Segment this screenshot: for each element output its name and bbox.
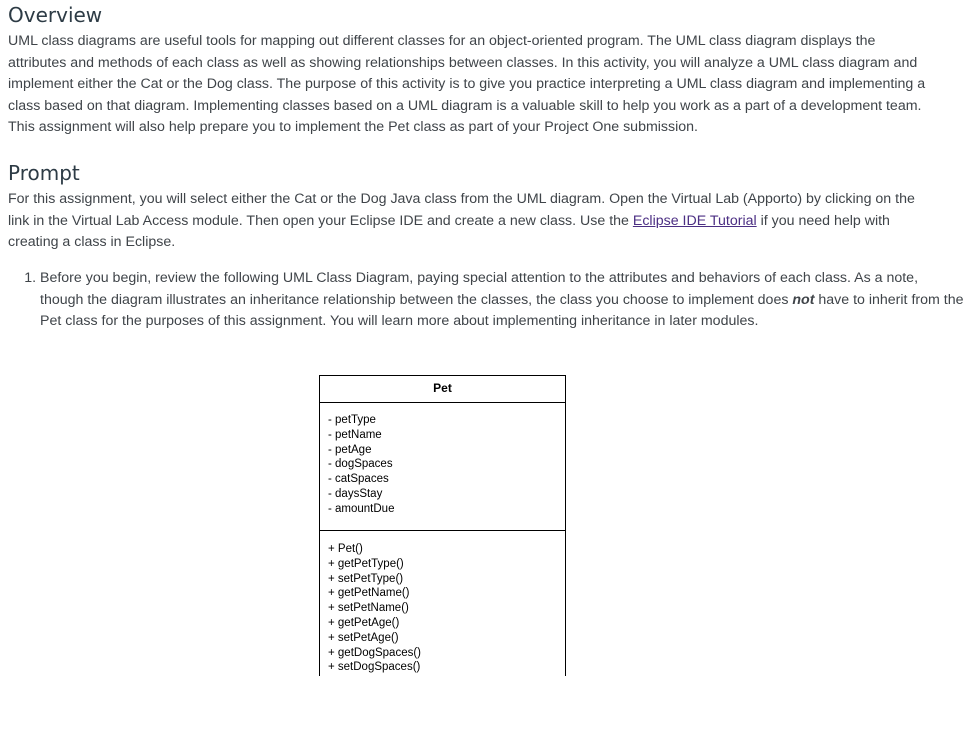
uml-attribute: - daysStay: [328, 487, 383, 500]
uml-method: + getPetName(): [328, 587, 410, 600]
step-emphasis: not: [792, 291, 815, 308]
uml-attribute: - amountDue: [328, 502, 395, 515]
steps-list: [8, 268, 965, 333]
uml-method: + setPetType(): [328, 572, 404, 585]
uml-methods: [320, 531, 565, 675]
uml-attribute: - dogSpaces: [328, 458, 393, 471]
prompt-heading: Prompt: [8, 161, 80, 185]
uml-method: + setPetAge(): [328, 631, 399, 644]
eclipse-tutorial-link[interactable]: Eclipse IDE Tutorial: [632, 212, 757, 229]
uml-method: + setDogSpaces(): [328, 661, 421, 674]
uml-class-name: Pet: [320, 376, 565, 403]
uml-method: + Pet(): [328, 543, 363, 555]
overview-paragraph: UML class diagrams are useful tools for mapping out different classes for an object-oriented program. The UML class diagram displays the attributes and methods of each class as well as showing relationships between classes. In this activity, you will analyze a UML class diagram and implement either the Cat or the Dog class. The purpose of this activity is to give you practice interpreting a UML class diagram and implementing a class based on that diagram. Implementing classes based on a UML diagram is a valuable skill to help you work as a part of a development team. This assignment will also help prepare you to implement the Pet class as part of your Project One submission.: [8, 33, 926, 135]
uml-attribute: - catSpaces: [328, 473, 389, 486]
prompt-text-after-link: if you need help with creating a class in Eclipse.: [8, 212, 890, 250]
prompt-paragraph: [8, 189, 933, 254]
uml-method: + getPetType(): [328, 557, 404, 570]
step-text-after: have to inherit from the Pet class for the purposes of this assignment. You will learn more about implementing inheritance in later modules.: [40, 291, 964, 329]
uml-method: + getPetAge(): [328, 616, 400, 629]
uml-method: + setPetName(): [328, 602, 409, 615]
uml-attribute: - petType: [328, 414, 376, 426]
uml-attribute: - petName: [328, 428, 382, 441]
overview-heading: Overview: [8, 3, 103, 27]
uml-method: + getDogSpaces(): [328, 646, 422, 659]
uml-class-diagram: [319, 375, 566, 676]
step-text-before: Before you begin, review the following UML Class Diagram, paying special attention to the attributes and behaviors of each class. As a note, though the diagram illustrates an inheritance relationship between the classes, the class you choose to implement does: [40, 270, 919, 308]
prompt-text-before-link: For this assignment, you will select either the Cat or the Dog Java class from the UML diagram. Open the Virtual Lab (Apporto) by clicking on the link in the Virtual Lab Access module. Then open your Eclipse IDE and create a new class. Use the: [8, 191, 915, 229]
step-item: [40, 268, 965, 333]
uml-attributes: [320, 403, 565, 531]
uml-attribute: - petAge: [328, 443, 372, 456]
